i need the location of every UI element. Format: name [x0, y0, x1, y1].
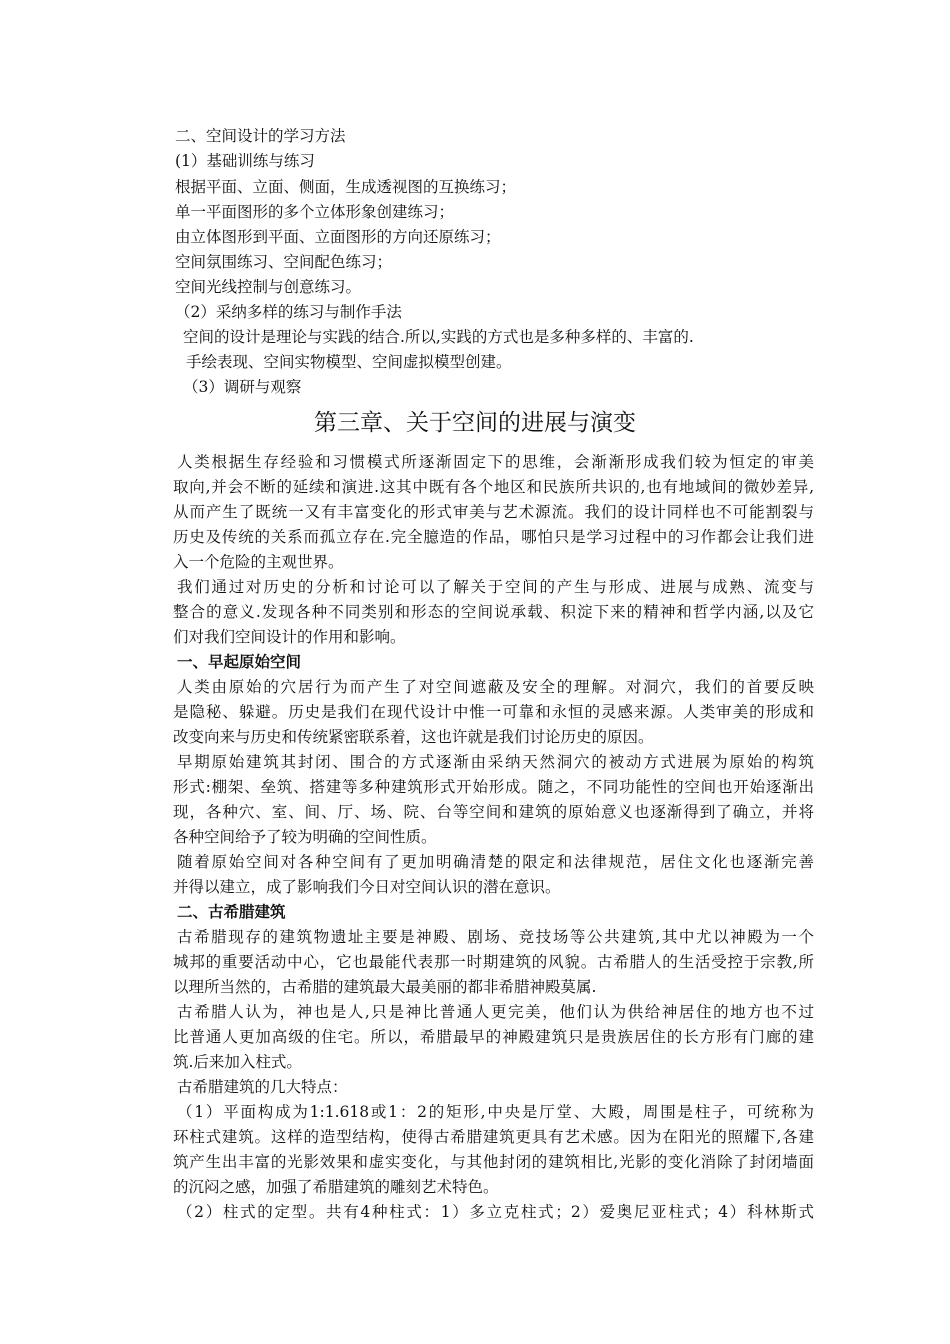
paragraph-line: 比普通人更加高级的住宅。所以，希腊最早的神殿建筑只是贵族居住的长方形有门廊的建 — [173, 1028, 814, 1046]
paragraph-line: 人类根据生存经验和习惯模式所逐渐固定下的思维，会渐渐形成我们较为恒定的审美 — [177, 453, 814, 471]
paragraph-line: 空间的设计是理论与实践的结合.所以,实践的方式也是多种多样的、丰富的. — [183, 328, 694, 346]
list-item: 单一平面图形的多个立体形象创建练习； — [175, 203, 455, 221]
paragraph-line: 古希腊现存的建筑物遗址主要是神殿、剧场、竞技场等公共建筑,其中尤以神殿为一个 — [177, 928, 814, 946]
paragraph-line: 古希腊建筑的几大特点： — [177, 1078, 348, 1096]
paragraph-line: 入一个危险的主观世界。 — [173, 553, 344, 571]
paragraph-line: 历史及传统的关系而孤立存在.完全臆造的作品，哪怕只是学习过程中的习作都会让我们进 — [173, 528, 814, 546]
subheading: （3）调研与观察 — [183, 378, 302, 396]
list-item: 由立体图形到平面、立面图形的方向还原练习； — [175, 228, 501, 246]
paragraph-line: 随着原始空间对各种空间有了更加明确清楚的限定和法律规范，居住文化也逐渐完善 — [177, 853, 814, 871]
paragraph-line: 环柱式建筑。这样的造型结构，使得古希腊建筑更具有艺术感。因为在阳光的照耀下,各建 — [173, 1128, 814, 1146]
paragraph-line: 筑产生出丰富的光影效果和虚实变化，与其他封闭的建筑相比,光影的变化消除了封闭墙面 — [173, 1153, 814, 1171]
paragraph-line: 人类由原始的穴居行为而产生了对空间遮蔽及安全的理解。对洞穴，我们的首要反映 — [177, 678, 814, 696]
paragraph-line: 城邦的重要活动中心，它也最能代表那一时期建筑的风貌。古希腊人的生活受控于宗教,所 — [173, 953, 814, 971]
paragraph-line: 筑.后来加入柱式。 — [173, 1053, 302, 1071]
paragraph-line: 古希腊人认为，神也是人,只是神比普通人更完美，他们认为供给神居住的地方也不过 — [177, 1003, 814, 1021]
subheading: （2）采纳多样的练习与制作手法 — [175, 303, 402, 321]
subheading: (1）基础训练与练习 — [175, 152, 315, 170]
list-item: 空间光线控制与创意练习。 — [175, 278, 362, 296]
paragraph-line: 是隐秘、躲避。历史是我们在现代设计中惟一可靠和永恒的灵感来源。人类审美的形成和 — [173, 703, 814, 721]
paragraph-line: 手绘表现、空间实物模型、空间虚拟模型创建。 — [186, 353, 512, 371]
list-item: 根据平面、立面、侧面，生成透视图的互换练习； — [175, 178, 517, 196]
paragraph-line: （2）柱式的定型。共有4种柱式：1）多立克柱式；2）爱奥尼亚柱式；4）科林斯式 — [177, 1203, 814, 1221]
list-item: 空间氛围练习、空间配色练习； — [175, 253, 393, 271]
paragraph-line: 取向,并会不断的延续和演进.这其中既有各个地区和民族所共识的,也有地域间的微妙差异, — [173, 478, 814, 496]
paragraph-line: 改变向来与历史和传统紧密联系着，这也许就是我们讨论历史的原因。 — [173, 728, 654, 746]
section-heading: 二、空间设计的学习方法 — [175, 127, 346, 145]
paragraph-line: 从而产生了既统一又有丰富变化的形式审美与艺术源流。我们的设计同样也不可能割裂与 — [173, 503, 814, 521]
paragraph-line: 们对我们空间设计的作用和影响。 — [173, 628, 406, 646]
paragraph-line: 形式:棚架、垒筑、搭建等多种建筑形式开始形成。随之，不同功能性的空间也开始逐渐出 — [173, 778, 814, 796]
paragraph-line: 现，各种穴、室、间、厅、场、院、台等空间和建筑的原始意义也逐渐得到了确立，并将 — [173, 803, 814, 821]
chapter-title: 第三章、关于空间的进展与演变 — [314, 410, 636, 436]
paragraph-line: 整合的意义.发现各种不同类别和形态的空间说承载、积淀下来的精神和哲学内涵,以及它 — [173, 603, 814, 621]
paragraph-line: 以理所当然的，古希腊的建筑最大最美丽的都非希腊神殿莫属. — [173, 978, 597, 996]
paragraph-line: 我们通过对历史的分析和讨论可以了解关于空间的产生与形成、进展与成熟、流变与 — [177, 578, 814, 596]
paragraph-line: 并得以建立，成了影响我们今日对空间认识的潜在意识。 — [173, 878, 561, 896]
section-heading: 一、早起原始空间 — [177, 652, 302, 671]
paragraph-line: 早期原始建筑其封闭、围合的方式逐渐由采纳天然洞穴的被动方式进展为原始的构筑 — [177, 753, 814, 771]
paragraph-line: （1）平面构成为1:1.618或1：2的矩形,中央是厅堂、大殿，周围是柱子，可统称为 — [177, 1103, 814, 1121]
section-heading: 二、古希腊建筑 — [177, 902, 286, 921]
paragraph-line: 各种空间给予了较为明确的空间性质。 — [173, 828, 437, 846]
paragraph-line: 的沉闷之感，加强了希腊建筑的雕刻艺术特色。 — [173, 1178, 499, 1196]
